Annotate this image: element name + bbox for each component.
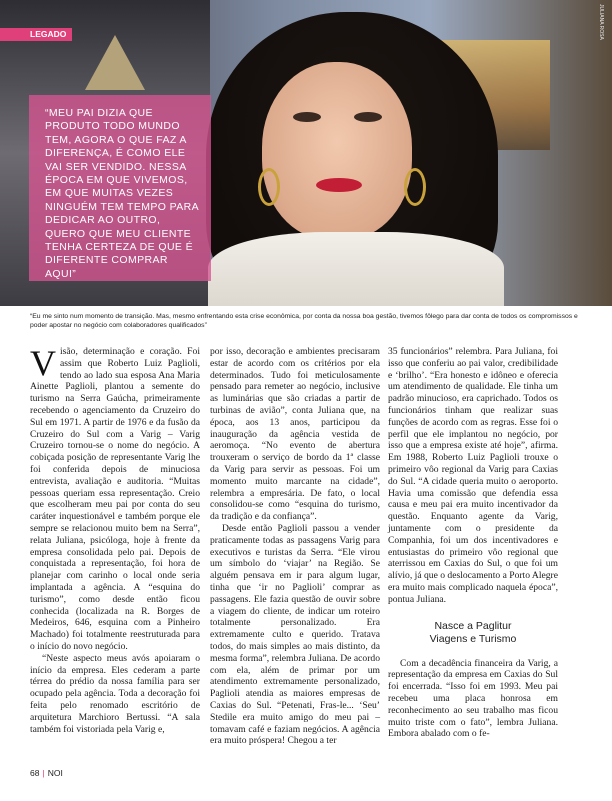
pull-quote: “MEU PAI DIZIA QUE PRODUTO TODO MUNDO TEM, AGORA O QUE FAZ A DIFERENÇA, É COMO ELE VAI SER VENDIDO. NESSA ÉPOCA EM QUE VIVEMOS, EM QUE MUITAS VEZES NINGUÉM TEM TEMPO PARA DEDICAR AO OUTRO, QUERO QUE MEU CLIENTE TENHA CERTEZA DE QUE É DIFERENTE COMPRAR AQUI”	[29, 95, 211, 281]
subhead-line: Nasce a Paglitur	[434, 619, 512, 632]
earring-right	[404, 168, 426, 206]
article-column-1	[30, 343, 200, 735]
article-paragraph: Desde então Paglioli passou a vender praticamente todas as passagens Varig para executivos e turistas da Serra. “Ele virou um símbolo do ‘viajar’ na Região. Se alguém pensava em ir para algum lugar, tinha que ‘ir no Paglioli’ comprar as passagens. Ele fazia questão de ouvir sobre a viagem do cliente, de indicar um roteiro totalmente personalizado. Era extremamente culto e querido. Tratava todos, do mais simples ao mais distinto, da mesma forma”, relembra Juliana. De acordo com ela, além de primar por um atendimento extremamente personalizado, Paglioli atendia as maiores empresas de Caxias do Sul. “Petenati, Fras-le... ‘Seu’ Stedile era muito amigo do meu pai – tomavam café e faziam negócios. A agência era muito próspera! Chegou a ter	[210, 522, 380, 747]
article-column-2	[210, 346, 380, 747]
footer-separator: |	[42, 768, 45, 778]
subhead-line: Viagens e Turismo	[429, 632, 517, 645]
portrait-eye-right	[354, 112, 382, 122]
article-column-3	[388, 346, 558, 740]
portrait-eye-left	[293, 112, 321, 122]
article-paragraph: “Neste aspecto meus avós apoiaram o início da empresa. Eles cederam a parte térrea do prédio da nossa família para ser ocupado pela agência. Toda a decoração foi feita pelo renomado escritório de arquitetura Marchioro Bertussi. “A sala também foi vistoriada pela Varig e,	[30, 652, 200, 735]
magazine-name: NOI	[47, 768, 63, 778]
section-tag: LEGADO	[0, 28, 72, 41]
page-number: 68	[30, 768, 40, 778]
decor-sculpture	[85, 35, 145, 90]
article-paragraph	[30, 343, 200, 653]
portrait-lips	[316, 178, 362, 192]
photo-credit: JULIANA ROSA	[598, 4, 604, 40]
portrait-face	[262, 62, 412, 240]
earring-left	[258, 168, 280, 206]
article-paragraph: Com a decadência financeira da Varig, a representação da empresa em Caxias do Sul foi encerrada. “Isso foi em 1993. Meu pai recebeu uma placa honrosa em reconhecimento ao seu trabalho mas ficou muito triste com o fato”, lembra Juliana. Embora abalado com o fe-	[388, 657, 558, 740]
paragraph-text: isão, determinação e coração. Foi assim que Roberto Luiz Paglioli, tendo ao lado sua esposa Ana Maria Ainette Paglioli, plantou a semente do turismo na Serra Gaúcha, primeiramente recebendo o agenciamento da Cruzeiro do Sul em 1971. A partir de 1976 e da fusão da Cruzeiro do Sul com a Varig – Varig Cruzeiro tornou-se o nome do negócio. A cobiçada posição de representante Varig lhe foi conferida depois de minuciosa entrevista, avaliação e auditoria. “Muitas pessoas queriam essa representação. Creio que escolheram meu pai por conta do seu caráter inquestionável e também porque ele sempre se relacionou muito bem na Serra”, relata Juliana, psicóloga, hoje à frente da empresa consolidada pelo pai. Depois de conquistada a representação, foi hora de planejar com carinho o local onde seria implantada a agência. A “esquina do turismo”, como desde então ficou conhecida (localizada na R. Borges de Medeiros, 646, esquina com a Pinheiro Machado) foi totalmente reestruturada para o início do novo negócio.	[30, 346, 200, 652]
page-footer	[30, 768, 63, 778]
portrait-blouse	[208, 232, 504, 306]
article-paragraph: por isso, decoração e ambientes precisaram estar de acordo com os critérios por ela determinados. Tudo foi meticulosamente pensado para remeter ao negócio, inclusive as luminárias que são criadas a partir de turbinas de avião”, conta Juliana que, na época, aos 13 anos, participou da inauguração da agência vestida de aeromoça. “No evento de abertura trouxeram o serviço de bordo da 1ª classe da Varig para servir as pessoas. Foi um momento muito marcante na cidade”, relembra a empresária. De fato, o local consolidou-se como “esquina do turismo, da tradição e da confiança”.	[210, 346, 380, 523]
article-subhead	[388, 620, 558, 646]
dropcap: V	[30, 343, 56, 383]
article-paragraph: 35 funcionários” relembra. Para Juliana, foi isso que conferiu ao pai valor, credibilidade e ‘brilho’. “Era honesto e idôneo e oferecia um atendimento de qualidade. Ele tinha um padrão minucioso, era caprichado. Todos os funcionários tinham que realizar suas funções de acordo com as regras. Esse foi o perfil que ele implantou no negócio, por isso que a empresa existe até hoje”, afirma. Em 1988, Roberto Luiz Paglioli trouxe o primeiro vôo regional da Varig para Caxias do Sul. “A cidade queria muito o aeroporto. Havia uma comissão que defendia essa causa e meu pai era muito incentivador da questão. Enquanto agente da Varig, juntamente com o presidente da Companhia, foi um dos incentivadores e entusiastas do primeiro vôo regional que aterrissou em Caxias do Sul, o que foi um alívio, já que o deslocamento a Porto Alegre era muito mais complicado naquela época”, pontua Juliana.	[388, 346, 558, 605]
photo-caption: “Eu me sinto num momento de transição. Mas, mesmo enfrentando esta crise econômica, por conta da nossa boa gestão, tivemos fôlego para dar conta de todos os compromissos e poder apostar no negócio com colaboradores qualificados”	[30, 313, 578, 329]
